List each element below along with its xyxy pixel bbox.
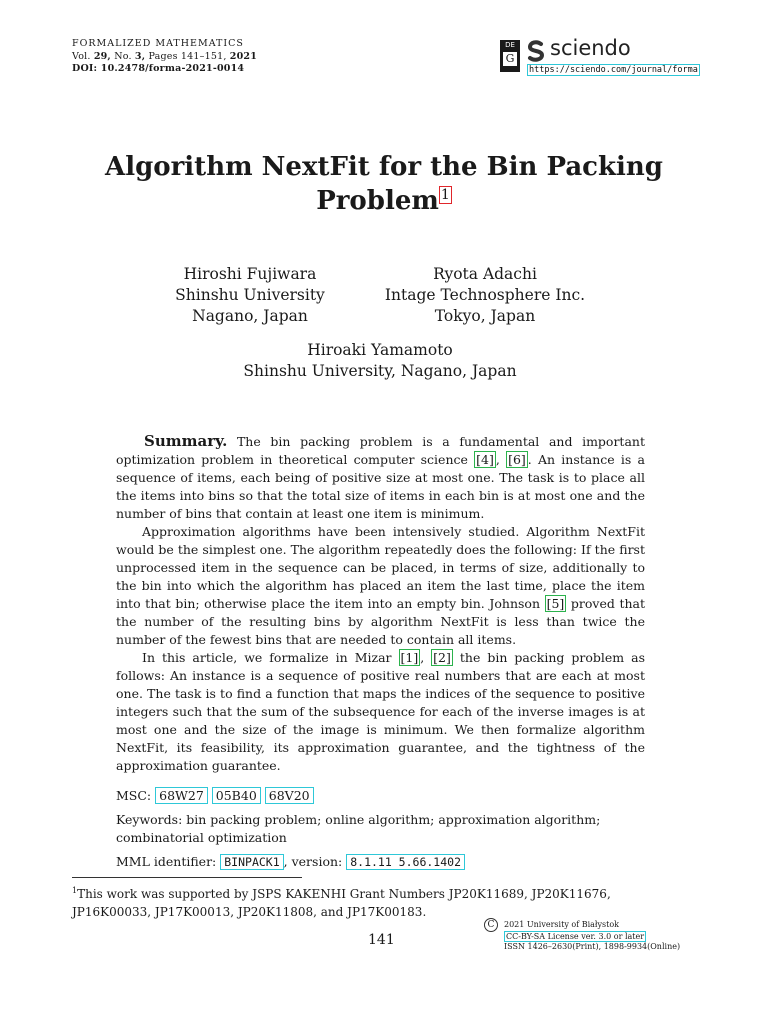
summary-section (116, 432, 645, 775)
author-name: Ryota Adachi (433, 265, 537, 283)
mml-version-link[interactable]: 8.1.11 5.66.1402 (346, 854, 465, 870)
msc-line: MSC: 68W27 05B40 68V20 (116, 787, 645, 805)
copyright-block: C 2021 University of Białystok CC-BY-SA License ver. 3.0 or later ISSN 1426–2630(Print), 1898-9934(Online) (484, 918, 724, 951)
author-location: Tokyo, Japan (434, 307, 536, 325)
citation-link[interactable]: [1] (400, 650, 419, 665)
author-block-1 (150, 264, 350, 327)
doi: DOI: 10.2478/forma-2021-0014 (72, 63, 245, 74)
msc-code-link[interactable]: 68V20 (265, 787, 314, 804)
paper-title: Algorithm NextFit for the Bin Packing Problem $^1$ (105, 152, 663, 216)
volume-line: Vol. 29, No. 3, Pages 141–151, 2021 (72, 50, 258, 62)
citation-link[interactable]: [2] (433, 650, 451, 665)
journal-header (72, 38, 257, 76)
mml-identifier-link[interactable]: BINPACK1 (220, 854, 283, 870)
author-name: Hiroshi Fujiwara (183, 265, 317, 283)
issn: ISSN 1426–2630(Print), 1898-9934(Online) (504, 941, 681, 951)
citation-link[interactable]: [5] (546, 596, 565, 611)
title-footnote-link[interactable]: 1 (440, 187, 450, 204)
summary-paragraph-2: Approximation algorithms have been intensively studied. Algorithm NextFit would be the simplest one. The algorithm repeatedly does the following: If the first unprocessed item in the sequence can be placed, in terms of size, additionally to the bin into which the algorithm has placed an item the last time, place the item into that bin; otherwise place the item into an empty bin. Johnson [5] proved that the number of the resulting bins by algorithm NextFit is less than twice the number of the fewest bins that are needed to contain all items. (116, 524, 645, 647)
copyright-icon: C (484, 918, 498, 932)
journal-name: FORMALIZED MATHEMATICS (72, 38, 244, 49)
page-number: 141 (368, 932, 395, 948)
footnote (72, 882, 692, 921)
summary-paragraph-3: In this article, we formalize in Mizar [1] , [2] the bin packing problem as follows: An instance is a sequence of positive real numbers that are each at most one. The task is to find a function that maps the indices of the sequence to positive integers such that the sum of the subsequence for each of the inverse images is at most one and the size of the image is minimum. We then formalize algorithm NextFit, its feasibility, its approximation guarantee, and the tightness of the approximation guarantee. (116, 650, 645, 773)
author-location: Nagano, Japan (192, 307, 308, 325)
license-link[interactable]: CC-BY-SA License ver. 3.0 or later (506, 932, 645, 941)
footnote-mark: 1 (72, 886, 78, 895)
sciendo-logo-icon (526, 40, 546, 62)
journal-url-link[interactable]: https://sciendo.com/journal/forma (529, 65, 698, 75)
degruyter-logo-icon: DE G (500, 40, 520, 72)
footnote-text: This work was supported by JSPS KAKENHI Grant Numbers JP20K11689, JP20K11676, JP16K00033, JP17K00013, JP20K11808, and JP17K00183. (72, 887, 611, 919)
author-affiliation: Shinshu University (175, 286, 325, 304)
sciendo-wordmark: sciendo (550, 36, 631, 60)
citation-link[interactable]: [4] (476, 452, 494, 467)
msc-code-link[interactable]: 05B40 (212, 787, 261, 804)
mml-line: MML identifier: BINPACK1 , version: 8.1.11 5.66.1402 (116, 853, 645, 871)
author-affiliation: Intage Technosphere Inc. (384, 286, 586, 304)
publisher-logo (500, 36, 730, 80)
author-affiliation: Shinshu University, Nagano, Japan (243, 362, 517, 380)
summary-heading: Summary. (144, 432, 228, 450)
msc-code-link[interactable]: 68W27 (155, 787, 208, 804)
footnote-divider (72, 877, 302, 878)
summary-paragraph-1: Summary. The bin packing problem is a fundamental and important optimization problem in theoretical computer science [4] , [6] . An instance is a sequence of items, each being of positive size at most one. The task is to place all the items into bins so that the total size of items in each bin is at most one and the number of bins that contain at least one item is minimum. (116, 432, 645, 521)
author-name: Hiroaki Yamamoto (307, 341, 453, 359)
citation-link[interactable]: [6] (508, 452, 526, 467)
author-block-2 (370, 264, 600, 327)
author-block-3 (200, 340, 560, 382)
keywords-line: Keywords: bin packing problem; online algorithm; approximation algorithm; combinatorial optimization (116, 812, 601, 845)
